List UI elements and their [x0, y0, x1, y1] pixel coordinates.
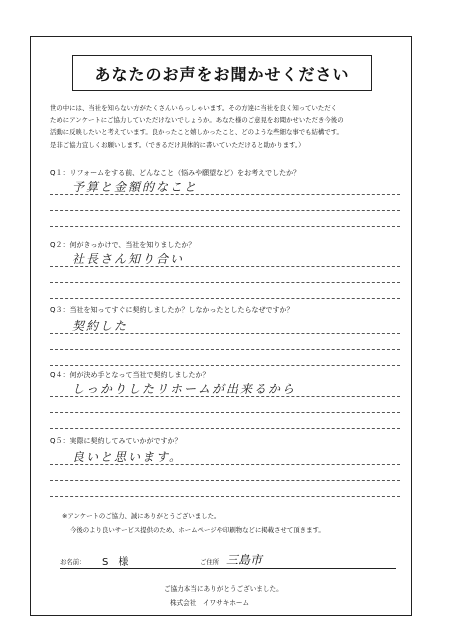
question-label: Q３：当社を知ってすぐに契約しましたか？しなかったとしたらなぜですか？ [50, 306, 294, 314]
answer-line [50, 210, 400, 211]
answer-text: 良いと思います。 [72, 450, 184, 464]
intro-line: 是非ご協力宜しくお願いします。（できるだけ具体的に書いていただけると助かります。） [50, 140, 305, 149]
name-label: お名前： [60, 558, 86, 566]
customer-info [60, 553, 396, 569]
page-title: あなたのお声をお聞かせください [72, 55, 372, 91]
answer-line [50, 298, 400, 299]
intro-text [50, 102, 400, 151]
answer-line [50, 194, 400, 195]
name-value: S 様 [102, 557, 129, 568]
answer-line [50, 464, 400, 465]
answer-text: 契約した [72, 319, 129, 333]
question-label: Q１：リフォームをする前、どんなこと（悩みや願望など）をお考えでしたか？ [50, 169, 301, 177]
answer-line [50, 282, 400, 283]
intro-line: ためにアンケートにご協力していただけないでしょうか。あなた様のご意見をお聞かせいただき今後の [50, 116, 344, 125]
answer-line [50, 496, 400, 497]
footer-thanks: ご協力本当にありがとうございました。 [164, 585, 283, 593]
address-value: 三島市 [226, 553, 263, 567]
answer-line [50, 266, 400, 267]
question-1 [50, 168, 400, 194]
question-2 [50, 240, 400, 266]
answer-line [50, 396, 400, 397]
answer-line [50, 365, 400, 366]
answer-text: しっかりしたリホームが出来るから [72, 382, 297, 396]
publication-note: 今後のより良いサービス提供のため、ホームページや印刷物などに掲載させて頂きます。 [70, 526, 325, 534]
intro-line: 世の中には、当社を知らない方がたくさんいらっしゃいます。その方達に当社を良く知っていただく [50, 104, 338, 112]
question-3 [50, 305, 400, 333]
intro-line: 活動に反映したいと考えています。良かったこと嬉しかったこと、どのような些細な事でも結構です。 [50, 128, 343, 137]
answer-line [50, 226, 400, 227]
company-name: 株式会社 イワサキホーム [170, 599, 250, 607]
answer-text: 社長さん知り合い [72, 252, 185, 266]
answer-line [50, 412, 400, 413]
answer-text: 予算と金額的なこと [72, 180, 199, 194]
question-label: Q５：実際に契約してみていかがですか？ [50, 437, 182, 445]
answer-line [50, 349, 400, 350]
question-label: Q４：何が決め手となって当社で契約しましたか？ [50, 371, 210, 379]
question-5 [50, 436, 400, 464]
question-label: Q２：何がきっかけで、当社を知りましたか？ [50, 241, 196, 249]
question-4 [50, 370, 400, 396]
answer-line [50, 428, 400, 429]
answer-line [50, 480, 400, 481]
address-label: ご住所 [200, 558, 220, 566]
thanks-note: ※アンケートのご協力、誠にありがとうございました。 [62, 512, 221, 520]
answer-line [50, 333, 400, 334]
